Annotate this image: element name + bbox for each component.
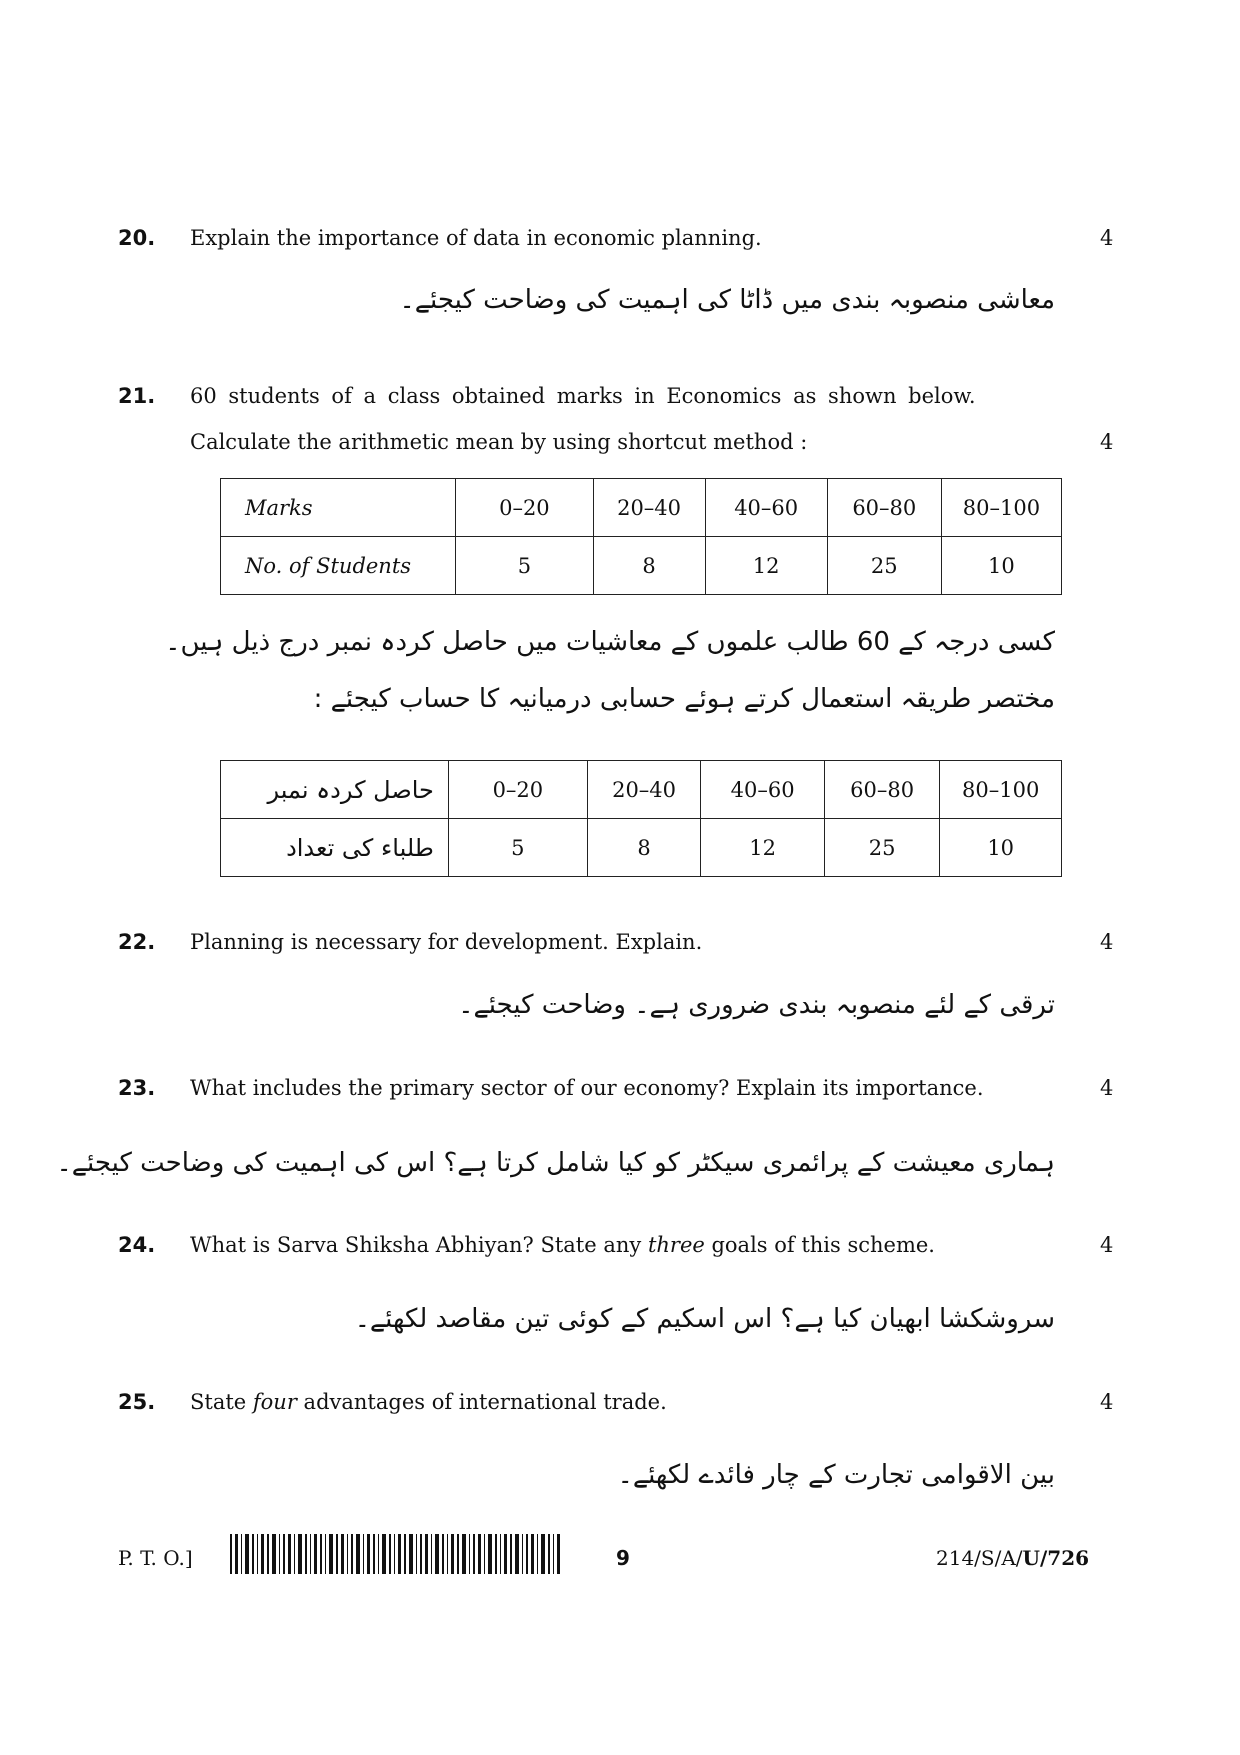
table-cell: 12 [701,819,825,877]
table-cell: 80–100 [941,479,1061,537]
marks-table-english [220,478,1062,595]
table-cell: 40–60 [701,761,825,819]
question-marks: 4 [1100,226,1114,250]
table-cell: 12 [705,537,827,595]
question-marks: 4 [1100,930,1114,954]
question-text: What includes the primary sector of our economy? Explain its importance. [190,1076,984,1100]
question-marks: 4 [1100,1233,1114,1257]
table-cell: 0–20 [456,479,593,537]
page-number: 9 [616,1546,630,1570]
table-row-label: طلباء کی تعداد [221,819,449,877]
table-cell: 60–80 [824,761,939,819]
question-number: 20. [118,226,156,250]
table-cell: 80–100 [940,761,1062,819]
question-text [190,1390,667,1414]
table-cell: 10 [940,819,1062,877]
table-cell: 0–20 [448,761,587,819]
table-row-label: Marks [221,479,456,537]
question-marks: 4 [1100,1076,1114,1100]
barcode-icon [230,1534,560,1574]
question-number: 24. [118,1233,156,1257]
question-text-part: goals of this scheme. [704,1233,935,1257]
question-marks: 4 [1100,1390,1114,1414]
question-24-urdu: سروشکشا ابھیان کیا ہے؟ اس اسکیم کے کوئی تین مقاصد لکھئے۔ [354,1304,1055,1334]
question-number: 22. [118,930,156,954]
question-text-emphasis: three [647,1233,705,1257]
question-number: 25. [118,1390,156,1414]
question-text-part: advantages of international trade. [296,1390,667,1414]
question-number: 23. [118,1076,156,1100]
table-row-label: حاصل کردہ نمبر [221,761,449,819]
marks-table-urdu [220,760,1062,877]
question-21-urdu-line2: مختصر طریقہ استعمال کرتے ہوئے حسابی درمیانیہ کا حساب کیجئے : [313,684,1055,714]
question-22-urdu: ترقی کے لئے منصوبہ بندی ضروری ہے۔ وضاحت کیجئے۔ [458,990,1055,1020]
question-text: Planning is necessary for development. Explain. [190,930,703,954]
table-cell: 8 [587,819,700,877]
table-cell: 40–60 [705,479,827,537]
table-cell: 20–40 [587,761,700,819]
paper-code-part: 214/S/A/ [936,1546,1023,1570]
question-23-urdu: ہماری معیشت کے پرائمری سیکٹر کو کیا شامل کرتا ہے؟ اس کی اہمیت کی وضاحت کیجئے۔ [56,1148,1055,1178]
table-cell: 5 [448,819,587,877]
table-cell: 60–80 [827,479,941,537]
question-20-urdu: معاشی منصوبہ بندی میں ڈاٹا کی اہمیت کی وضاحت کیجئے۔ [399,285,1055,315]
question-marks: 4 [1100,430,1114,454]
question-text-line1: 60 students of a class obtained marks in Economics as shown below. [190,384,976,408]
table-cell: 25 [824,819,939,877]
question-21-urdu-line1: کسی درجہ کے 60 طالب علموں کے معاشیات میں حاصل کردہ نمبر درج ذیل ہیں۔ [165,627,1055,657]
paper-code [936,1546,1089,1570]
table-row-label: No. of Students [221,537,456,595]
table-cell: 5 [456,537,593,595]
question-text: Explain the importance of data in economic planning. [190,226,762,250]
table-cell: 8 [593,537,705,595]
paper-code-bold: U/726 [1022,1546,1090,1570]
question-text [190,1233,935,1257]
table-cell: 20–40 [593,479,705,537]
question-text-part: State [190,1390,253,1414]
pto-label: P. T. O.] [118,1546,193,1570]
table-cell: 10 [941,537,1061,595]
question-number: 21. [118,384,156,408]
question-text-emphasis: four [252,1390,297,1414]
question-text-line2: Calculate the arithmetic mean by using shortcut method : [190,430,808,454]
table-cell: 25 [827,537,941,595]
question-25-urdu: بین الاقوامی تجارت کے چار فائدے لکھئے۔ [617,1460,1055,1490]
question-text-part: What is Sarva Shiksha Abhiyan? State any [190,1233,648,1257]
